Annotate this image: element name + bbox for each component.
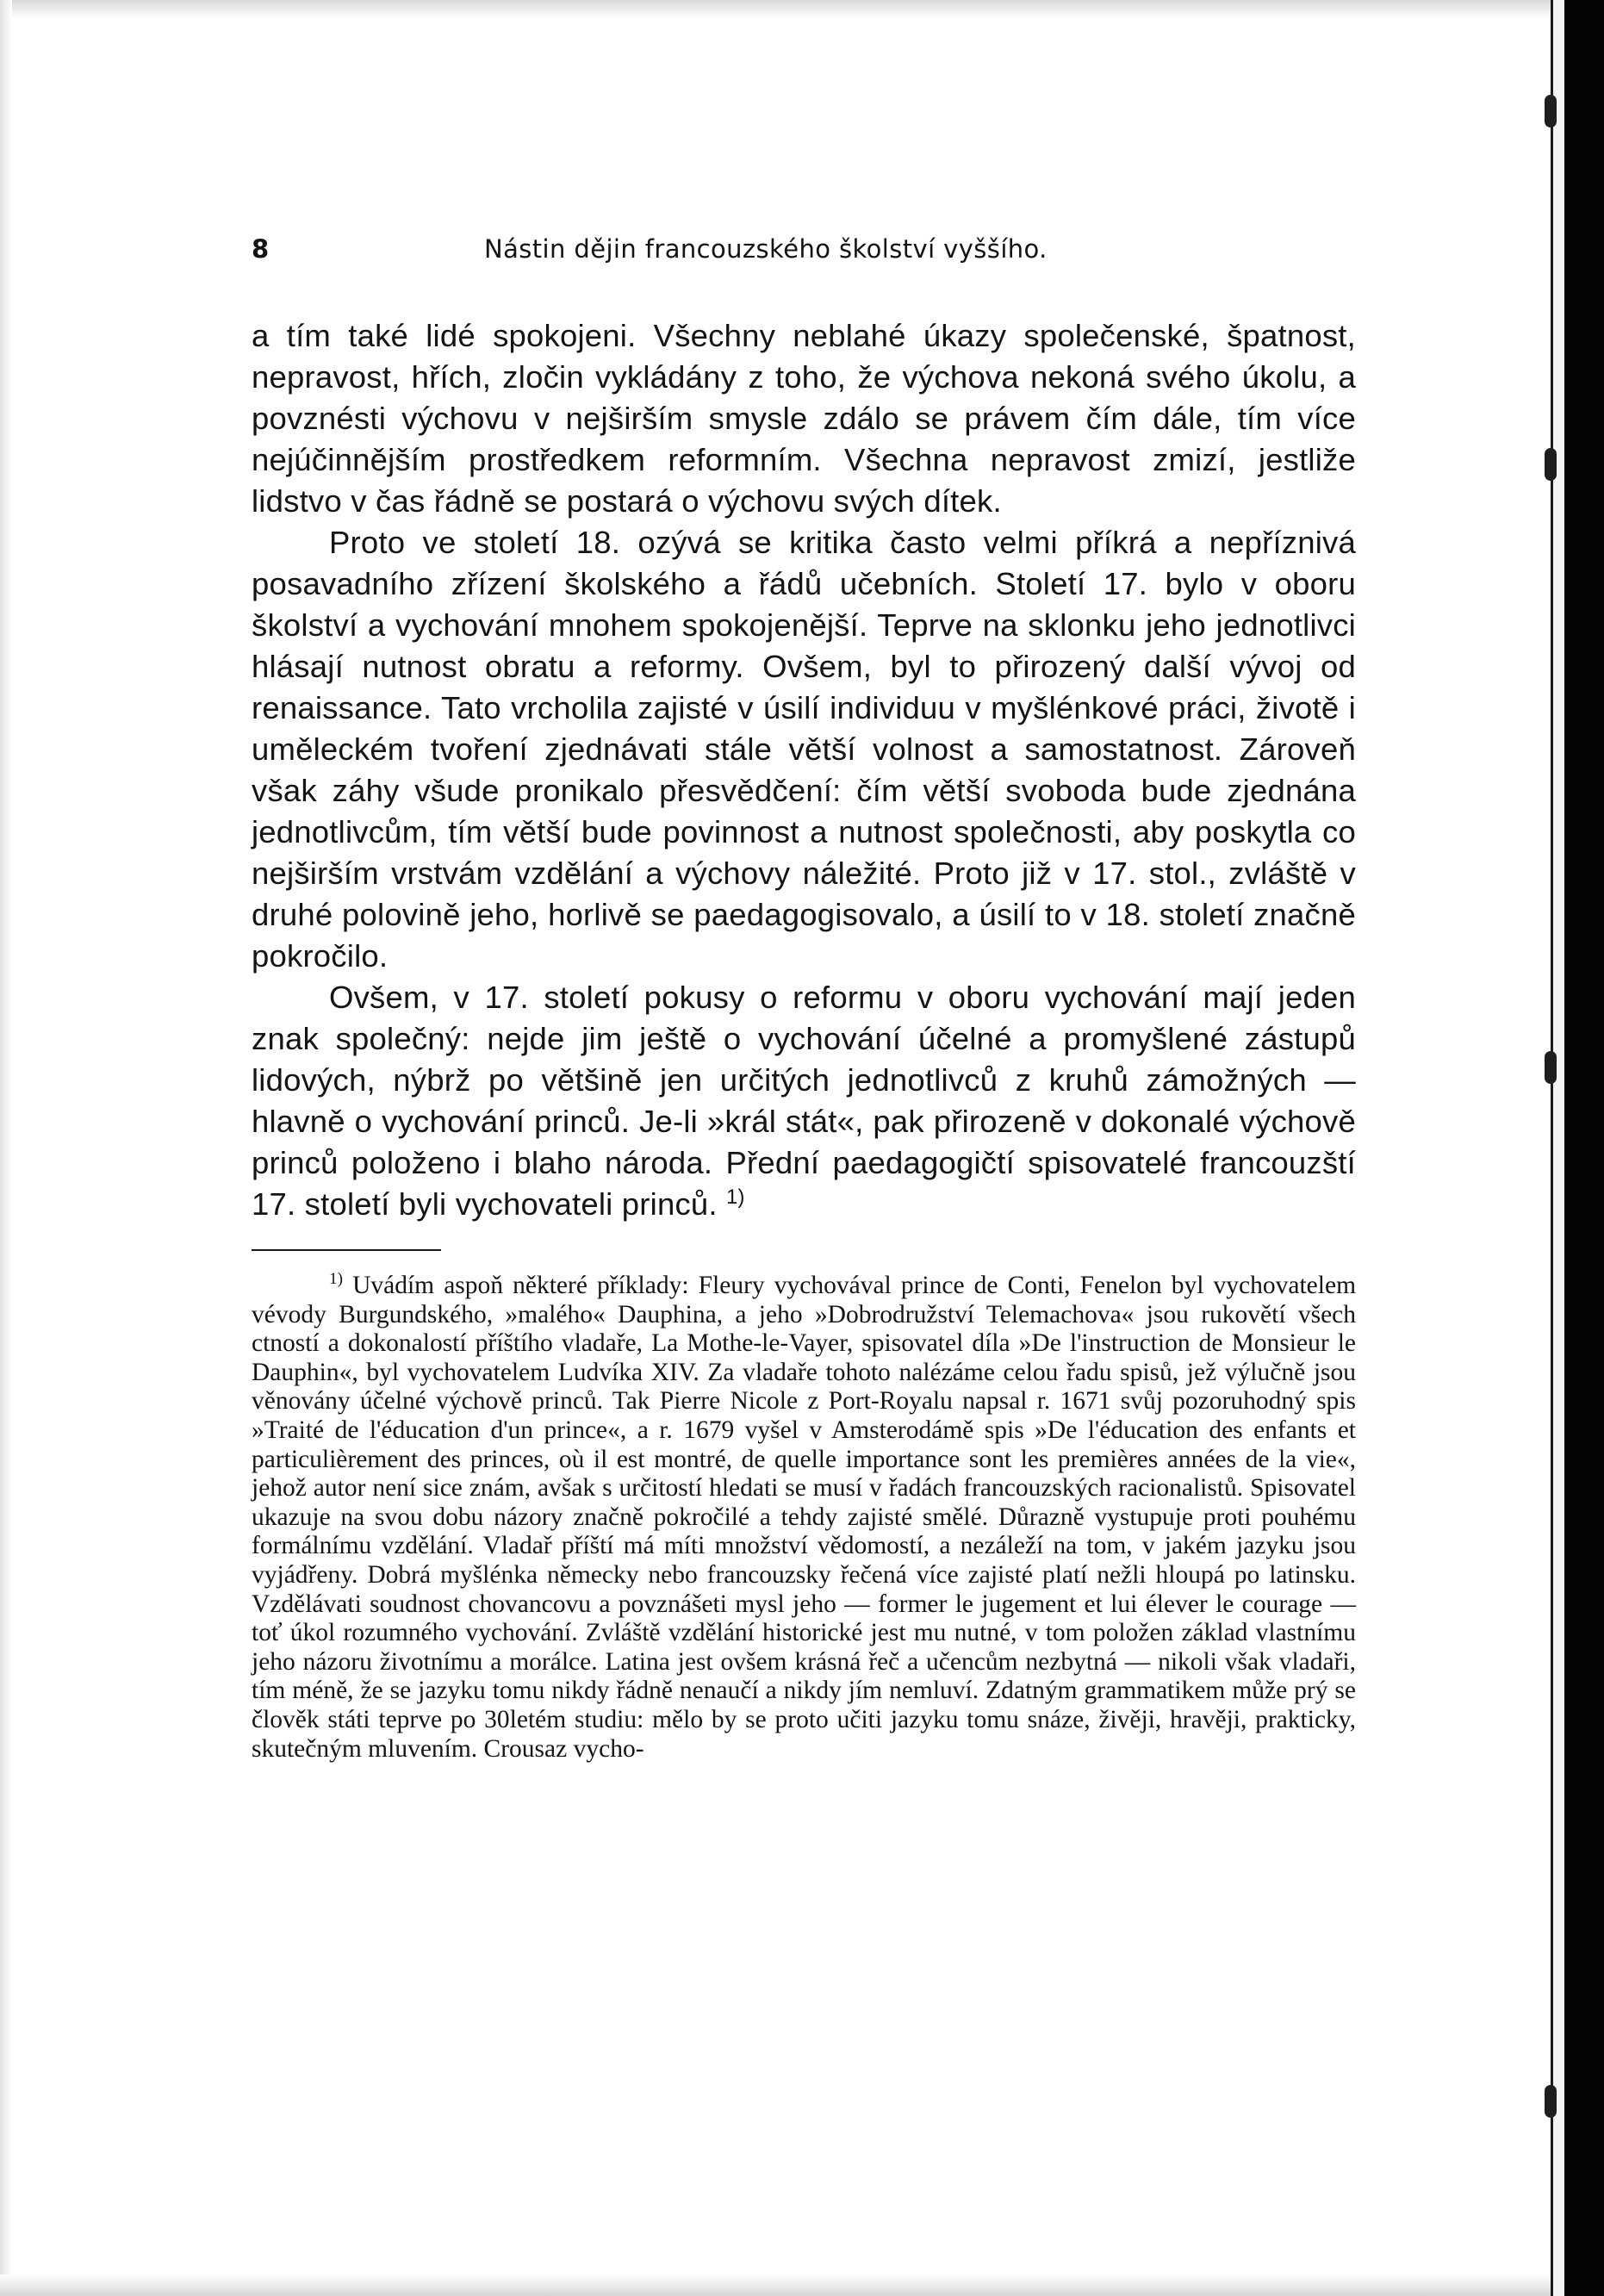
running-title: Nástin dějin francouzského školství vyššího. <box>484 234 1048 264</box>
footnotes <box>252 1272 1356 1764</box>
scan-dark-border <box>1564 0 1604 2296</box>
footnote-marker: 1) <box>329 1270 343 1289</box>
scan-shadow-bottom <box>0 2274 1551 2296</box>
footnote <box>252 1272 1356 1764</box>
footnote-text: Uvádím aspoň některé příklady: Fleury vychovával prince de Conti, Fenelon byl vychovatelem vévody Burgundského, »malého« Dauphina, a jeho »Dobrodružství Telemachova« jsou rukovětí všech ctností a dokonalostí příštího vladaře, La Mothe-le-Vayer, spisovatel díla »De l'instruction de Monsieur le Dauphin«, byl vychovatelem Ludvíka XIV. Za vladaře tohoto nalézáme celou řadu spisů, jež výlučně jsou věnovány účelné výchově princů. Tak Pierre Nicole z Port-Royalu napsal r. 1671 svůj pozoruhodný spis »Traité de l'éducation d'un prince«, a r. 1679 vyšel v Amsterodámě spis »De l'éducation des enfants et particulièrement des princes, où il est montré, de quelle importance sont les premières années de la vie«, jehož autor není sice znám, avšak s určitostí hledati se musí v řadách francouzských racionalistů. Spisovatel ukazuje na svou dobu názory značně pokročilé a tehdy zajisté smělé. Důrazně vystupuje proti pouhému formálnímu vzdělání. Vladař příští má míti množství vědomostí, a nezáleží na tom, v jakém jazyku jsou vyjádřeny. Dobrá myšlénka německy nebo francouzsky řečená více zajisté platí nežli hloupá po latinsku. Vzdělávati soudnost chovancovu a povznášeti mysl jeho — former le jugement et lui élever le courage — toť úkol rozumného vychování. Zvláště vzdělání historické jest mu nutné, v tom položen základ vlastnímu jeho názoru životnímu a morálce. Latina jest ovšem krásná řeč a učencům nezbytná — nikoli však vladaři, tím méně, že se jazyku tomu nikdy řádně nenaučí a nikdy jím nemluví. Zdatným grammatikem může prý se člověk státi teprve po 30letém studiu: mělo by se proto učiti jazyku tomu snáze, živěji, hravěji, prakticky, skutečným mluvením. Crousaz vycho- <box>252 1272 1357 1763</box>
scan-page-gap <box>1553 0 1564 2296</box>
paragraph: Proto ve století 18. ozývá se kritika často velmi příkrá a nepříznivá posavadního zřízení školského a řádů učebních. Století 17. bylo v oboru školství a vychování mnohem spokojenější. Teprve na sklonku jeho jednotlivci hlásají nutnost obratu a reformy. Ovšem, byl to přirozený další vývoj od renaissance. Tato vrcholila zajisté v úsilí individuu v myšlénkové práci, životě i uměleckém tvoření zjednávati stále větší volnost a samostatnost. Zároveň však záhy všude pronikalo přesvědčení: čím větší svoboda bude zjednána jednotlivcům, tím větší bude povinnost a nutnost společnosti, aby poskytla co nejširším vrstvám vzdělání a výchovy náležité. Proto již v 17. stol., zvláště v druhé polovině jeho, horlivě se paedagogisovalo, a úsilí to v 18. století značně pokročilo. <box>252 525 1356 974</box>
book-page <box>252 226 1356 1764</box>
paragraph-text: Ovšem, v 17. století pokusy o reformu v oboru vychování mají jeden znak společný: nejde jim ještě o vychování účelné a promyšlené zástupů lidových, nýbrž po většině jen určitých jednotlivců z kruhů zámožných — hlavně o vychování princů. Je-li »král stát«, pak přirozeně v dokonalé výchově princů položeno i blaho národa. Přední paedagogičtí spisovatelé francouzští 17. století byli vychovateli princů. <box>252 980 1356 1222</box>
scan-shadow-left <box>0 0 12 2296</box>
paragraph <box>252 977 1356 1225</box>
main-text <box>252 315 1356 1225</box>
scan-binding-mark <box>1545 2085 1557 2118</box>
paragraph: a tím také lidé spokojeni. Všechny neblahé úkazy společenské, špatnost, nepravost, hřích, zločin vykládány z toho, že výchova nekoná svého úkolu, a povznésti výchovu v nejširším smysle zdálo se právem čím dále, tím více nejúčinnějším prostředkem reformním. Všechna nepravost zmizí, jestliže lidstvo v čas řádně se postará o výchovu svých dítek. <box>252 318 1356 519</box>
footnote-divider <box>252 1249 441 1251</box>
running-head <box>252 226 1356 277</box>
page-number: 8 <box>252 234 270 264</box>
scan-binding-mark <box>1545 95 1557 128</box>
footnote-reference: 1) <box>726 1185 745 1209</box>
scan-shadow-top <box>0 0 1551 19</box>
scan-binding-mark <box>1545 448 1557 481</box>
scan-binding-mark <box>1545 1051 1557 1084</box>
